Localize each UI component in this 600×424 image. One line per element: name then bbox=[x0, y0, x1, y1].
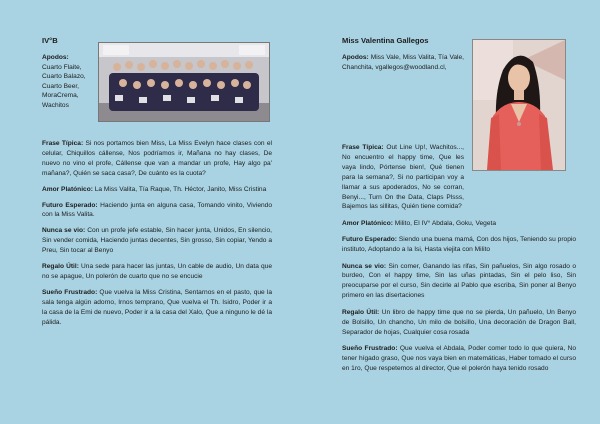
apodos-value: Miss Vale, Miss Valita, Tía Vale, Chanchita, vgallegos@woodland.cl, bbox=[342, 54, 464, 71]
right-page bbox=[300, 0, 600, 424]
class-group-photo bbox=[98, 42, 270, 122]
regalo-util: Regalo Útil: Un libro de happy time que no se pierda, Un pañuelo, Un Benyo de Bolsillo, Un chancho, Un milo de bolsillo, Una decoración de Dragon Ball, Separador de hojas, Cualquier cosa rosada bbox=[342, 308, 576, 336]
group-photo-image bbox=[99, 43, 269, 121]
sueno-frustrado: Sueño Frustrado: Que vuelva el Abdala, Poder comer todo lo que quiera, No tener hígado graso, Que nos vaya bien en matemáticas, Haber tomado el curso en 1ro, Que respetemos al director, Que el polerón haya tenido rosado bbox=[342, 344, 576, 372]
futuro-esperado: Futuro Esperado: Siendo una buena mamá, Con dos hijos, Teniendo su propio instituto, Adoptando a la Isi, Hasta viejita con Milito bbox=[342, 236, 576, 254]
class-heading: IV°B bbox=[42, 36, 58, 45]
amor-platonico: Amor Platónico: La Miss Valita, Tía Raque, Th. Héctor, Janito, Miss Cristina bbox=[42, 185, 267, 193]
apodos-label: Apodos: bbox=[42, 54, 69, 61]
apodos-block bbox=[42, 53, 94, 111]
apodos-value: Cuarto Flaite, Cuarto Balazo, Cuarto Beer, MoraCrema, Wachitos bbox=[42, 63, 86, 109]
apodos-block bbox=[342, 53, 464, 72]
right-top-block bbox=[342, 53, 576, 147]
frase-tipica: Frase Típica: Out Line Up!, Wachitos..., No encuentro el happy time, Que les vaya lindo, Pórtense bien!, Qué tienen para la semana?, Si no participan voy a llamar a sus apoderados, No se corran, Benyi..., Turn On the Data, Claps Plsss, Bajemos las sillitas, Quién tiene comida? bbox=[342, 144, 464, 211]
futuro-esperado: Futuro Esperado: Haciendo junta en alguna casa, Tomando vinito, Viviendo con la Miss Valita. bbox=[42, 201, 272, 219]
nunca-se-vio: Nunca se vio: Sin comer, Ganando las rifas, Sin pañuelos, Sin algo rosado o burdeo, Con el happy time, Sin las uñas pintadas, Sin el pelo liso, Sin preocuparse por el curso, Sin decirle al Pablo que escriba, Sin poner al Benyo primero en las disertaciones bbox=[342, 262, 576, 300]
amor-platonico: Amor Platónico: Milito, El IV° Abdala, Goku, Vegeta bbox=[342, 219, 496, 227]
nunca-se-vio: Nunca se vio: Con un profe jefe estable, Sin hacer junta, Unidos, En silencio, Sin vender comida, Haciendo juntas decentes, Sin grosso, Sin copiar, Yendo a Preu, Sin tocar al Benyo bbox=[42, 227, 272, 255]
sueno-frustrado: Sueño Frustrado: Que vuelva la Miss Cristina, Sentarnos en el pasto, que la sala tenga algún adorno, Irnos temprano, Que vuelva el Th. Isidro, Poder ir a la casa de la Emi de nuevo, Poder ir a la casa del Xalo, Que a ninguno le dé la pálida. bbox=[42, 288, 272, 326]
teacher-portrait-photo bbox=[472, 39, 566, 171]
apodos-label: Apodos: bbox=[342, 54, 369, 61]
frase-tipica: Frase Típica: Si nos portamos bien Miss, La Miss Evelyn hace clases con el celular, Chiquillos cállense, Nos podríamos ir, Mañana no hay clases, De nuevo no vino el profe, Cállense que van a mandar un profe, Hay algo pa' mañana?, Quién se saca casa?, De cuánto es la cuota? bbox=[42, 140, 272, 177]
teacher-heading: Miss Valentina Gallegos bbox=[342, 36, 429, 45]
regalo-util: Regalo Útil: Una sede para hacer las juntas, Un cable de audio, Un data que no se apague, Un polerón de cuarto que no se encucie bbox=[42, 263, 273, 280]
portrait-image bbox=[473, 40, 565, 170]
left-top-block bbox=[42, 53, 272, 139]
